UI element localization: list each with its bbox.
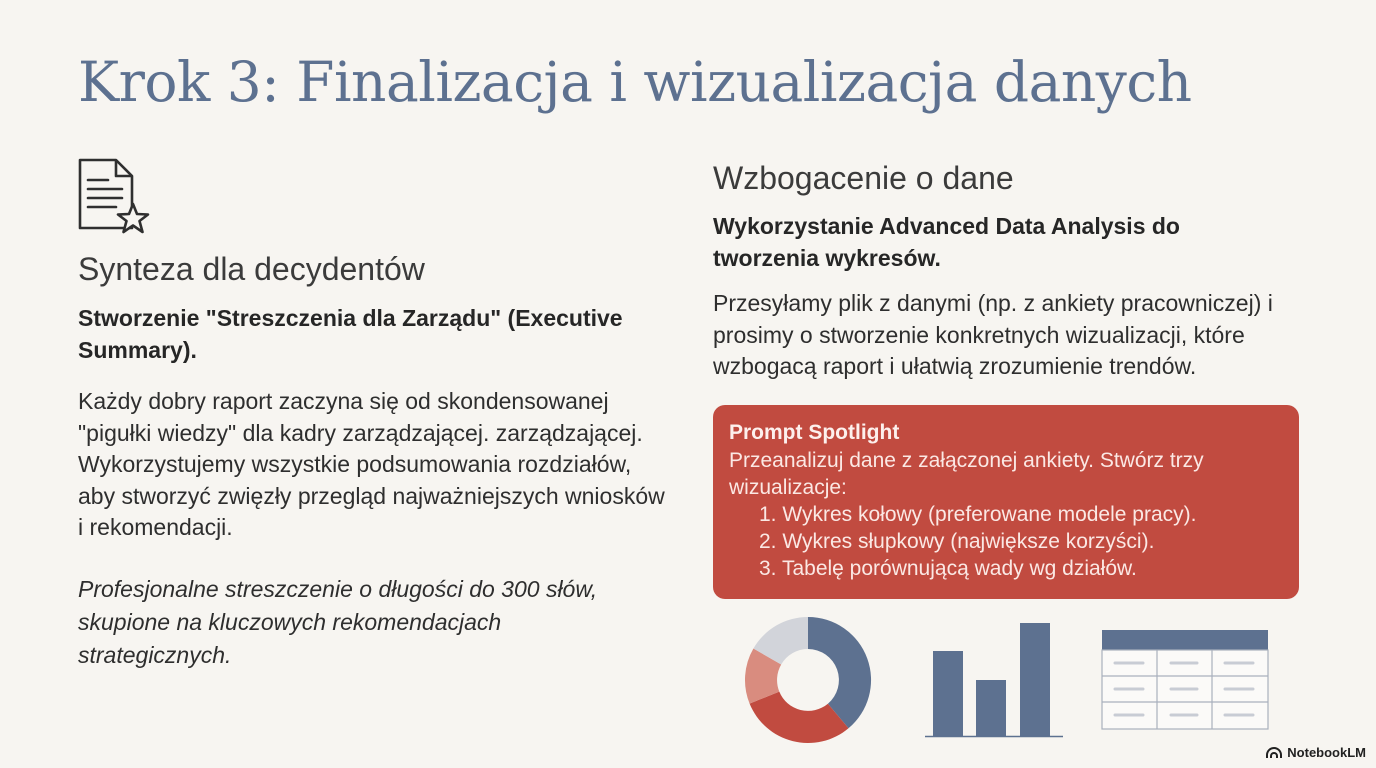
spotlight-title: Prompt Spotlight [729, 421, 900, 444]
spotlight-text: Przeanalizuj dane z załączonej ankiety. Stwórz trzy wizualizacje: [729, 449, 1204, 499]
section-heading-data: Wzbogacenie o dane [713, 160, 1014, 196]
notebooklm-logo-icon [1266, 747, 1282, 759]
prompt-spotlight-box [713, 405, 1299, 599]
bar-chart-icon [925, 620, 1065, 740]
table-icon [1101, 629, 1269, 731]
page-title: Krok 3: Finalizacja i wizualizacja danych [78, 50, 1192, 114]
section-lead-data: Wykorzystanie Advanced Data Analysis do tworzenia wykresów. [713, 213, 1180, 271]
section-body-data: Przesyłamy plik z danymi (np. z ankiety pracowniczej) i prosimy o stworzenie konkretnych wizualizacji, które wzbogacą raport i ułatwią zrozumienie trendów. [713, 290, 1273, 379]
section-body-synthesis: Każdy dobry raport zaczyna się od skondensowanej "pigułki wiedzy" dla kadry zarządzającej. zarządzającej. Wykorzystujemy wszystkie podsumowania rozdziałów, aby stworzyć zwięzły przegląd najważniejszych wniosków i rekomendacji. [78, 388, 665, 540]
spotlight-list [729, 501, 1283, 582]
section-heading-synthesis: Synteza dla decydentów [78, 251, 425, 287]
spotlight-list-item: 2. Wykres słupkowy (największe korzyści). [759, 530, 1155, 553]
notebooklm-brand [1266, 745, 1366, 760]
brand-label: NotebookLM [1287, 745, 1366, 760]
donut-chart-icon [744, 615, 872, 745]
section-note-synthesis: Profesjonalne streszczenie o długości do 300 słów, skupione na kluczowych rekomendacjach strategicznych. [78, 576, 598, 668]
section-lead-synthesis: Stworzenie "Streszczenia dla Zarządu" (Executive Summary). [78, 305, 623, 363]
spotlight-list-item: 1. Wykres kołowy (preferowane modele pracy). [759, 503, 1197, 526]
spotlight-list-item: 3. Tabelę porównującą wady wg działów. [759, 557, 1137, 580]
document-star-icon [76, 156, 152, 238]
